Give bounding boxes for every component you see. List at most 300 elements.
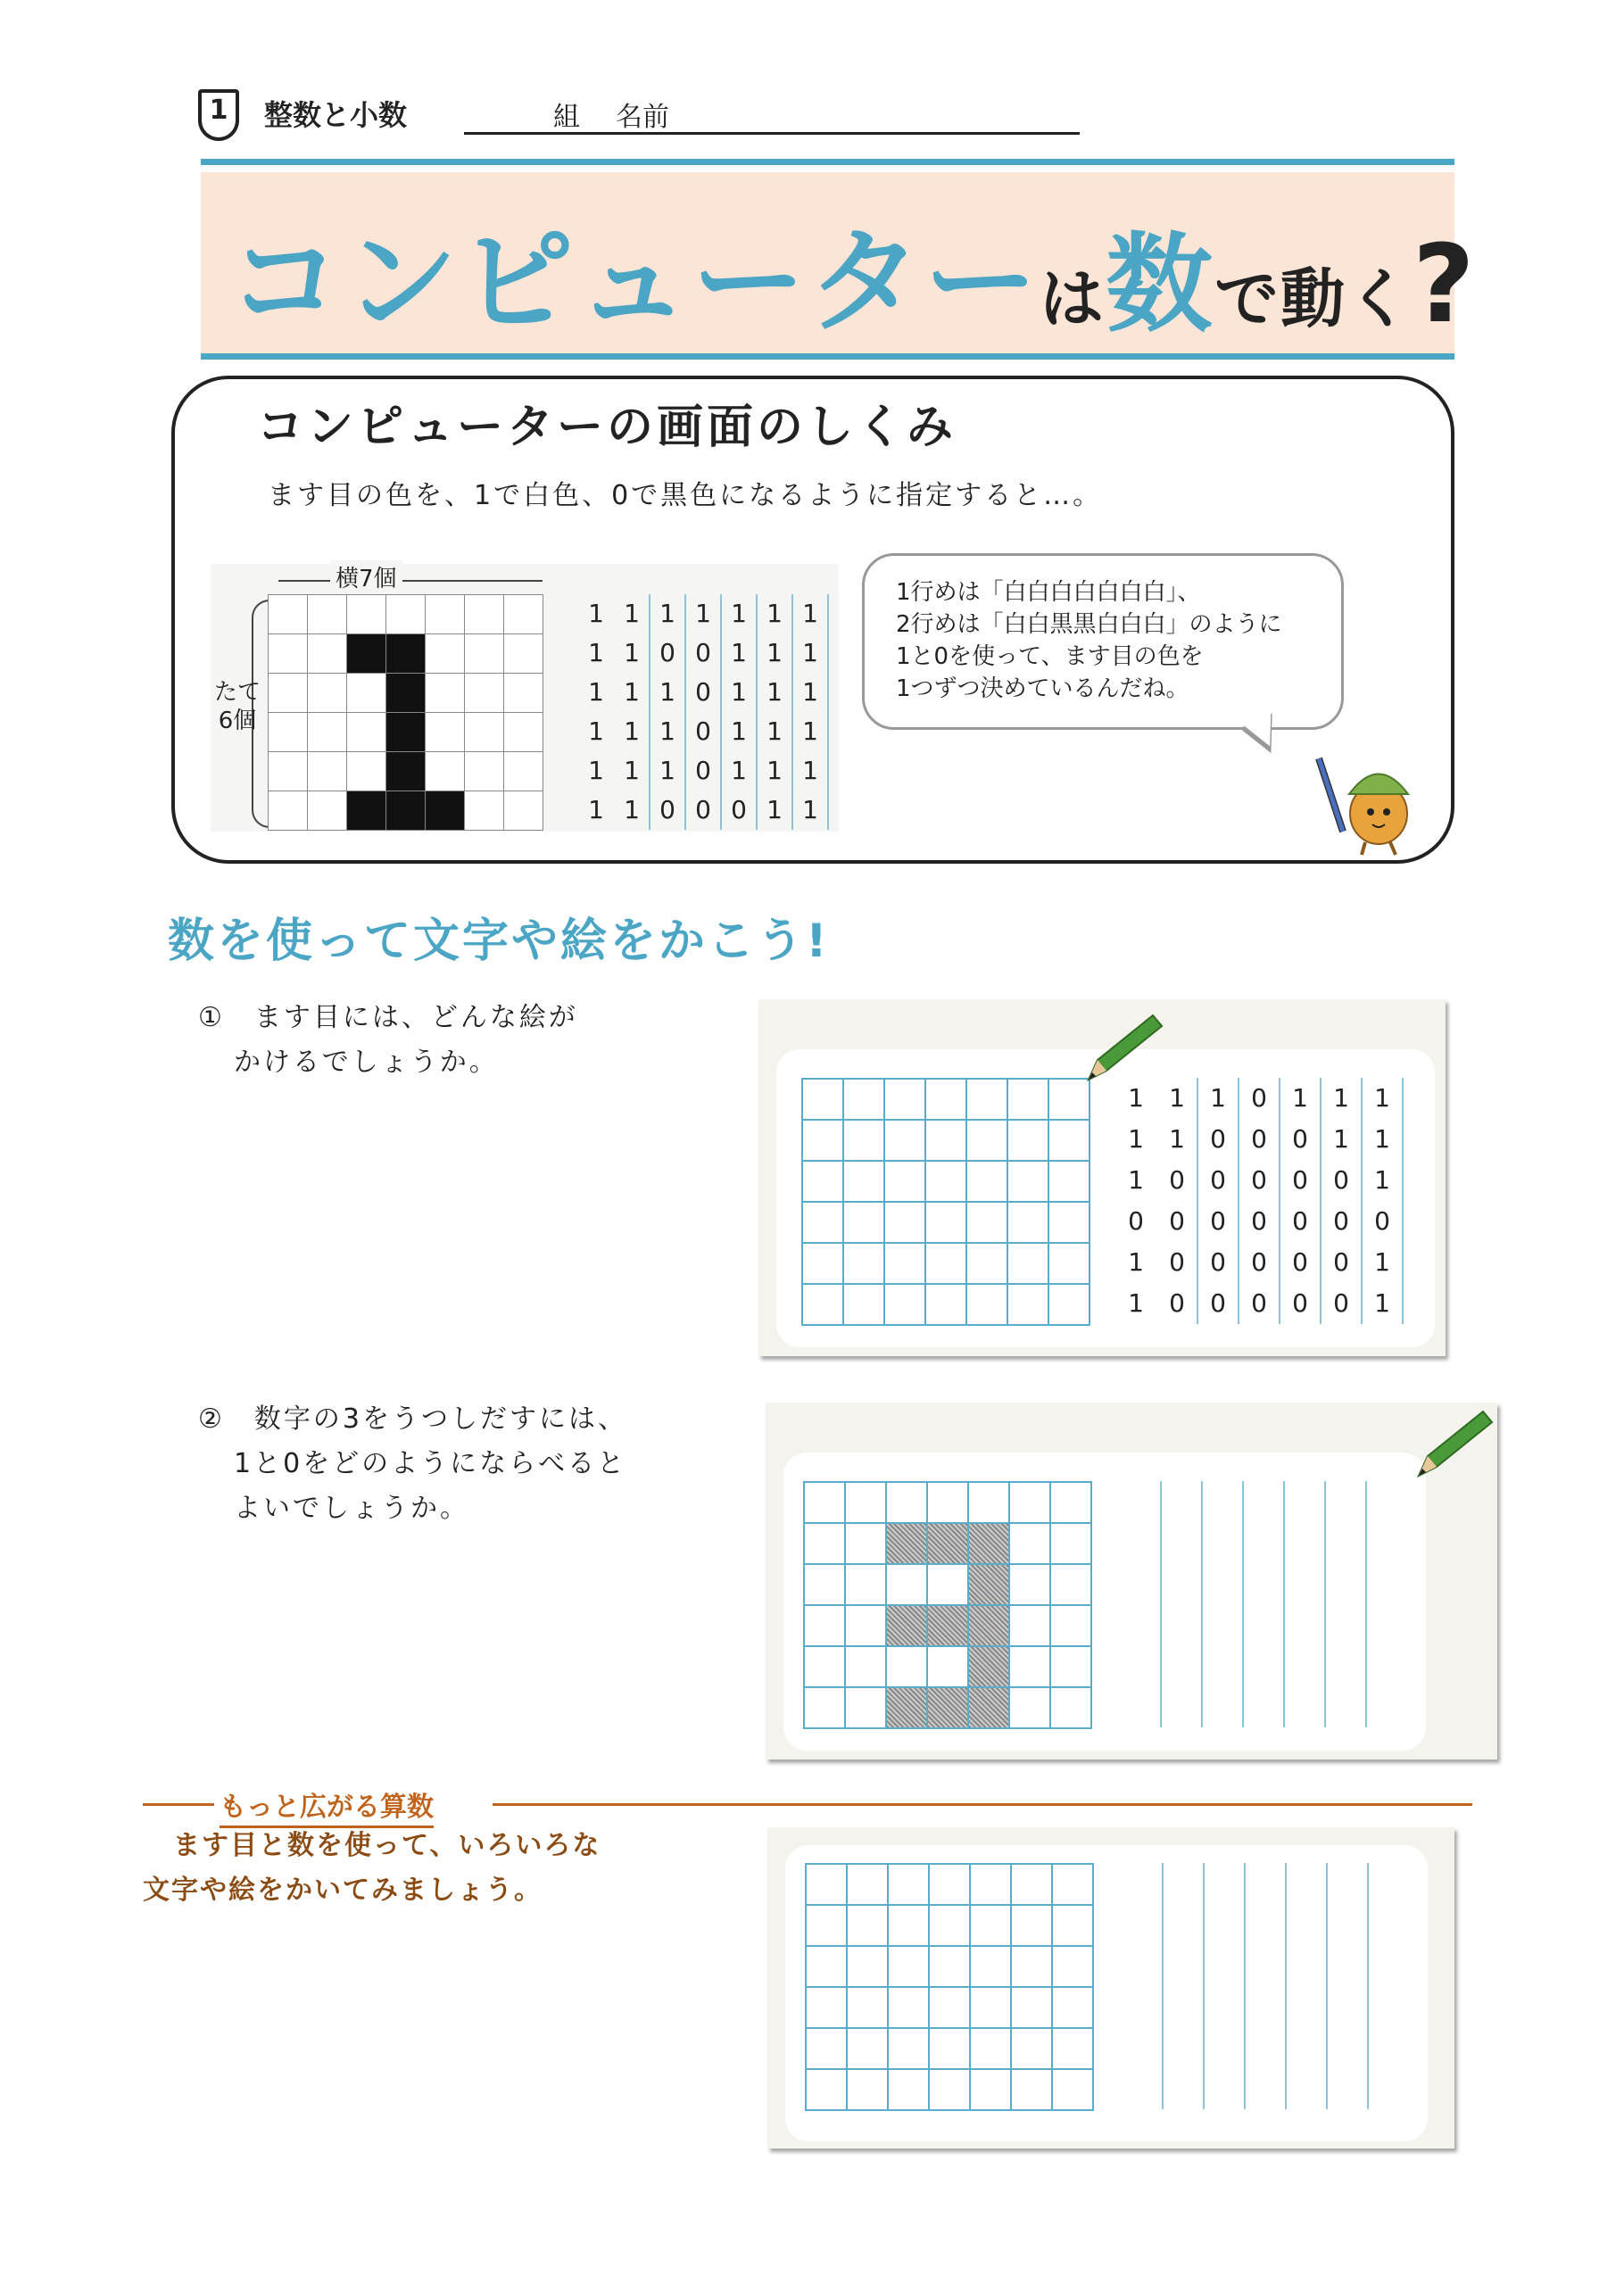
section-heading: 数を使って文字や絵をかこう! xyxy=(168,915,830,968)
question-2-panel xyxy=(766,1403,1497,1759)
grid-cell xyxy=(465,713,504,752)
code-digit: 1 xyxy=(659,599,675,628)
answer-column-line xyxy=(1244,1863,1246,2109)
grid-cell[interactable] xyxy=(805,1483,846,1524)
grid-cell[interactable] xyxy=(930,1988,971,2029)
code-digit: 0 xyxy=(1292,1124,1308,1154)
grid-cell xyxy=(386,595,426,634)
code-digit: 0 xyxy=(1333,1165,1349,1195)
grid-cell[interactable] xyxy=(969,1688,1010,1729)
grid-cell[interactable] xyxy=(971,2070,1012,2111)
grid-cell[interactable] xyxy=(805,1565,846,1606)
grid-cell[interactable] xyxy=(930,1947,971,1988)
code-digit: 1 xyxy=(1374,1083,1390,1113)
grid-cell[interactable] xyxy=(971,1988,1012,2029)
grid-cell[interactable] xyxy=(1053,1988,1094,2029)
grid-cell[interactable] xyxy=(846,1565,887,1606)
answer-column-line xyxy=(1283,1481,1285,1727)
grid-cell xyxy=(465,634,504,674)
grid-cell[interactable] xyxy=(1010,1606,1051,1647)
answer-column-line xyxy=(1162,1863,1164,2109)
code-row xyxy=(1115,1160,1390,1201)
grid-cell[interactable] xyxy=(846,1483,887,1524)
grid-cell[interactable] xyxy=(967,1203,1008,1244)
grid-cell[interactable] xyxy=(969,1565,1010,1606)
code-digit: 0 xyxy=(1292,1247,1308,1277)
grid-cell[interactable] xyxy=(803,1244,844,1285)
code-digit: 1 xyxy=(1210,1083,1226,1113)
answer-column-line xyxy=(1201,1481,1203,1727)
grid-cell[interactable] xyxy=(885,1285,926,1326)
code-digit: 0 xyxy=(695,716,711,746)
code-digit: 1 xyxy=(766,756,783,785)
grid-cell[interactable] xyxy=(967,1121,1008,1162)
answer-column-line xyxy=(1365,1481,1367,1727)
code-digit: 0 xyxy=(1292,1206,1308,1236)
grid-cell[interactable] xyxy=(926,1244,967,1285)
grid-cell[interactable] xyxy=(969,1606,1010,1647)
answer-column-line xyxy=(1203,1863,1205,2109)
grid-cell[interactable] xyxy=(967,1080,1008,1121)
code-digit: 1 xyxy=(588,716,604,746)
grid-cell[interactable] xyxy=(844,1080,885,1121)
grid-cell xyxy=(504,674,543,713)
free-drawing-answer-columns[interactable] xyxy=(1160,1863,1410,2109)
code-row xyxy=(578,673,828,712)
code-digit: 1 xyxy=(624,795,640,824)
code-digit: 1 xyxy=(624,599,640,628)
grid-cell[interactable] xyxy=(887,1565,928,1606)
grid-cell xyxy=(426,791,465,831)
grid-cell[interactable] xyxy=(928,1483,969,1524)
code-digit: 1 xyxy=(1128,1124,1144,1154)
code-digit: 1 xyxy=(766,677,783,707)
code-digit: 1 xyxy=(588,599,604,628)
grid-cell[interactable] xyxy=(926,1203,967,1244)
grid-cell[interactable] xyxy=(1049,1244,1090,1285)
answer-column-line xyxy=(1326,1863,1328,2109)
divider-left xyxy=(143,1803,214,1806)
code-row xyxy=(1115,1283,1390,1324)
grid-cell xyxy=(347,713,386,752)
grid-cell[interactable] xyxy=(805,1606,846,1647)
code-digit: 0 xyxy=(1169,1247,1185,1277)
grid-cell[interactable] xyxy=(1008,1285,1049,1326)
answer-column-line xyxy=(1160,1481,1162,1727)
grid-cell[interactable] xyxy=(1012,1988,1053,2029)
grid-cell xyxy=(269,791,308,831)
grid-cell[interactable] xyxy=(967,1244,1008,1285)
grid-cell xyxy=(347,674,386,713)
grid-cell[interactable] xyxy=(887,1647,928,1688)
question-1-text: ① ます目には、どんな絵が かけるでしょうか。 xyxy=(198,1002,578,1078)
grid-cell[interactable] xyxy=(1010,1565,1051,1606)
code-digit: 1 xyxy=(802,638,818,667)
grid-cell[interactable] xyxy=(848,1906,889,1947)
grid-cell[interactable] xyxy=(1012,1947,1053,1988)
grid-cell[interactable] xyxy=(844,1162,885,1203)
grid-cell[interactable] xyxy=(1008,1244,1049,1285)
grid-cell xyxy=(308,674,347,713)
grid-cell[interactable] xyxy=(807,1988,848,2029)
grid-cell[interactable] xyxy=(887,1483,928,1524)
code-digit: 1 xyxy=(659,716,675,746)
grid-cell[interactable] xyxy=(1053,1906,1094,1947)
code-digit: 1 xyxy=(1333,1083,1349,1113)
grid-cell[interactable] xyxy=(926,1285,967,1326)
grid-cell xyxy=(308,752,347,791)
grid-cell[interactable] xyxy=(1049,1121,1090,1162)
grid-cell xyxy=(504,634,543,674)
grid-cell xyxy=(426,674,465,713)
grid-cell[interactable] xyxy=(1012,2070,1053,2111)
code-digit: 1 xyxy=(1128,1083,1144,1113)
code-digit: 0 xyxy=(1210,1165,1226,1195)
grid-cell xyxy=(426,634,465,674)
code-digit: 0 xyxy=(1169,1288,1185,1318)
grid-cell[interactable] xyxy=(1010,1483,1051,1524)
grid-cell xyxy=(465,752,504,791)
grid-cell[interactable] xyxy=(1010,1647,1051,1688)
width-label: 横7個 xyxy=(330,560,402,593)
grid-cell[interactable] xyxy=(848,1988,889,2029)
grid-cell xyxy=(386,752,426,791)
code-digit: 1 xyxy=(731,716,747,746)
grid-cell[interactable] xyxy=(1008,1162,1049,1203)
free-drawing-grid[interactable] xyxy=(805,1863,1094,2111)
code-row xyxy=(578,633,828,673)
unit-title: 整数と小数 xyxy=(264,98,408,132)
grid-cell xyxy=(347,791,386,831)
grid-cell[interactable] xyxy=(1012,1865,1053,1906)
code-row xyxy=(1115,1119,1390,1160)
grid-cell[interactable] xyxy=(928,1606,969,1647)
grid-cell[interactable] xyxy=(969,1524,1010,1565)
grid-cell xyxy=(465,791,504,831)
answer-column-line xyxy=(1324,1481,1326,1727)
code-digit: 0 xyxy=(1333,1288,1349,1318)
code-digit: 0 xyxy=(1169,1206,1185,1236)
grid-cell xyxy=(426,595,465,634)
code-digit: 1 xyxy=(1374,1165,1390,1195)
code-digit: 0 xyxy=(1251,1083,1267,1113)
grid-cell xyxy=(465,595,504,634)
code-digit: 1 xyxy=(802,677,818,707)
grid-cell xyxy=(386,674,426,713)
grid-cell[interactable] xyxy=(928,1565,969,1606)
code-digit: 0 xyxy=(1210,1206,1226,1236)
grid-cell xyxy=(426,713,465,752)
grid-cell[interactable] xyxy=(1051,1483,1092,1524)
code-digit: 1 xyxy=(624,677,640,707)
grid-cell[interactable] xyxy=(889,2070,930,2111)
grid-cell[interactable] xyxy=(844,1203,885,1244)
grid-cell[interactable] xyxy=(807,1865,848,1906)
divider-right xyxy=(493,1803,1472,1806)
grid-cell xyxy=(308,634,347,674)
code-digit: 1 xyxy=(659,756,675,785)
grid-cell xyxy=(386,713,426,752)
code-digit: 1 xyxy=(588,638,604,667)
grid-cell[interactable] xyxy=(848,2029,889,2070)
more-math-label: もっと広がる算数 xyxy=(220,1784,434,1828)
grid-cell xyxy=(347,634,386,674)
code-digit: 0 xyxy=(1251,1206,1267,1236)
code-digit: 1 xyxy=(1292,1083,1308,1113)
code-digit: 0 xyxy=(1333,1206,1349,1236)
free-drawing-panel xyxy=(767,1827,1454,2148)
grid-cell[interactable] xyxy=(1053,2070,1094,2111)
grid-cell[interactable] xyxy=(1049,1162,1090,1203)
unit-number-badge: 1 xyxy=(198,89,239,141)
code-digit: 1 xyxy=(624,638,640,667)
grid-cell xyxy=(386,634,426,674)
acorn-mascot-icon xyxy=(1294,732,1437,857)
pencil-icon xyxy=(1410,1403,1499,1483)
pencil-icon xyxy=(1080,1006,1169,1087)
code-digit: 0 xyxy=(1333,1247,1349,1277)
grid-cell[interactable] xyxy=(971,1947,1012,1988)
speech-bubble-text: 1行めは「白白白白白白白」、 2行めは「白白黒黒白白白」のように 1と0を使って、ます目の色を 1つずつ決めているんだね。 xyxy=(896,579,1282,702)
grid-cell xyxy=(465,674,504,713)
grid-cell xyxy=(308,713,347,752)
code-digit: 1 xyxy=(802,795,818,824)
page-title: コンピューターは数で動く? xyxy=(228,216,1477,349)
code-digit: 1 xyxy=(1374,1124,1390,1154)
code-row xyxy=(578,751,828,791)
grid-cell[interactable] xyxy=(807,2070,848,2111)
grid-cell[interactable] xyxy=(1010,1688,1051,1729)
code-digit: 1 xyxy=(802,716,818,746)
code-digit: 1 xyxy=(1374,1288,1390,1318)
grid-cell[interactable] xyxy=(971,1865,1012,1906)
code-digit: 0 xyxy=(1251,1288,1267,1318)
grid-cell[interactable] xyxy=(803,1080,844,1121)
question-2-answer-columns[interactable] xyxy=(1158,1481,1408,1727)
grid-cell xyxy=(308,595,347,634)
grid-cell[interactable] xyxy=(1012,1906,1053,1947)
code-row xyxy=(578,791,828,830)
grid-cell[interactable] xyxy=(846,1606,887,1647)
grid-cell[interactable] xyxy=(889,2029,930,2070)
grid-cell[interactable] xyxy=(846,1647,887,1688)
grid-cell[interactable] xyxy=(844,1244,885,1285)
class-label: 組 xyxy=(553,102,580,133)
code-digit: 1 xyxy=(624,756,640,785)
grid-cell[interactable] xyxy=(807,1906,848,1947)
code-digit: 1 xyxy=(802,756,818,785)
grid-cell[interactable] xyxy=(885,1080,926,1121)
grid-cell xyxy=(504,752,543,791)
code-digit: 0 xyxy=(1210,1124,1226,1154)
grid-cell[interactable] xyxy=(848,1865,889,1906)
grid-cell[interactable] xyxy=(928,1647,969,1688)
answer-column-line xyxy=(1242,1481,1244,1727)
grid-cell[interactable] xyxy=(1051,1565,1092,1606)
code-digit: 1 xyxy=(1169,1124,1185,1154)
grid-cell xyxy=(269,713,308,752)
grid-cell xyxy=(504,713,543,752)
code-digit: 1 xyxy=(1169,1083,1185,1113)
grid-cell[interactable] xyxy=(805,1647,846,1688)
grid-cell[interactable] xyxy=(889,1865,930,1906)
height-label: たて 6個 xyxy=(214,679,261,734)
grid-cell[interactable] xyxy=(1053,2029,1094,2070)
grid-cell[interactable] xyxy=(805,1524,846,1565)
grid-cell[interactable] xyxy=(889,1906,930,1947)
code-digit: 1 xyxy=(1128,1288,1144,1318)
grid-cell[interactable] xyxy=(1008,1203,1049,1244)
code-digit: 1 xyxy=(1128,1165,1144,1195)
grid-cell[interactable] xyxy=(885,1162,926,1203)
code-row xyxy=(578,594,828,633)
answer-column-line xyxy=(1367,1863,1369,2109)
grid-cell[interactable] xyxy=(887,1606,928,1647)
code-digit: 0 xyxy=(1292,1288,1308,1318)
grid-cell[interactable] xyxy=(848,2070,889,2111)
code-row xyxy=(1115,1201,1390,1242)
code-digit: 1 xyxy=(659,677,675,707)
grid-cell[interactable] xyxy=(930,2029,971,2070)
code-digit: 1 xyxy=(1128,1247,1144,1277)
code-row xyxy=(1115,1242,1390,1283)
grid-cell xyxy=(269,634,308,674)
code-digit: 0 xyxy=(1210,1288,1226,1318)
code-digit: 1 xyxy=(588,795,604,824)
code-digit: 0 xyxy=(695,638,711,667)
code-digit: 1 xyxy=(766,599,783,628)
grid-cell[interactable] xyxy=(803,1162,844,1203)
grid-cell[interactable] xyxy=(971,1906,1012,1947)
grid-cell[interactable] xyxy=(885,1244,926,1285)
code-digit: 0 xyxy=(1251,1247,1267,1277)
code-row xyxy=(578,712,828,751)
pixel-grid-example xyxy=(268,594,543,831)
grid-cell[interactable] xyxy=(1008,1121,1049,1162)
question-2-text: ② 数字の3をうつしだすには、 1と0をどのようにならべると よいでしょうか。 xyxy=(198,1403,627,1524)
code-digit: 0 xyxy=(659,795,675,824)
grid-cell xyxy=(504,791,543,831)
code-digit: 0 xyxy=(695,795,711,824)
grid-cell[interactable] xyxy=(1049,1203,1090,1244)
grid-cell xyxy=(269,674,308,713)
grid-cell[interactable] xyxy=(807,1947,848,1988)
code-digit: 1 xyxy=(1333,1124,1349,1154)
grid-cell[interactable] xyxy=(926,1121,967,1162)
grid-cell[interactable] xyxy=(889,1947,930,1988)
grid-cell[interactable] xyxy=(803,1203,844,1244)
code-digit: 0 xyxy=(695,677,711,707)
question-2-drawing-grid[interactable] xyxy=(803,1481,1092,1729)
grid-cell xyxy=(426,752,465,791)
grid-cell xyxy=(269,752,308,791)
width-line xyxy=(278,580,543,582)
code-digit: 1 xyxy=(731,638,747,667)
grid-cell[interactable] xyxy=(887,1524,928,1565)
grid-cell[interactable] xyxy=(885,1121,926,1162)
grid-cell[interactable] xyxy=(1012,2029,1053,2070)
explanation-heading: コンピューターの画面のしくみ xyxy=(257,401,957,454)
code-digit: 0 xyxy=(1292,1165,1308,1195)
grid-cell xyxy=(386,791,426,831)
grid-cell[interactable] xyxy=(1010,1524,1051,1565)
grid-cell[interactable] xyxy=(971,2029,1012,2070)
name-write-line[interactable] xyxy=(464,132,1080,135)
name-label: 名前 xyxy=(616,102,669,133)
code-digit: 0 xyxy=(1251,1124,1267,1154)
code-digit: 1 xyxy=(766,638,783,667)
grid-cell[interactable] xyxy=(846,1688,887,1729)
grid-cell[interactable] xyxy=(928,1524,969,1565)
grid-cell[interactable] xyxy=(803,1285,844,1326)
grid-cell[interactable] xyxy=(889,1988,930,2029)
grid-cell[interactable] xyxy=(848,1947,889,1988)
question-1-binary-code xyxy=(1115,1078,1403,1324)
grid-cell[interactable] xyxy=(1051,1647,1092,1688)
code-digit: 1 xyxy=(802,599,818,628)
code-digit: 1 xyxy=(731,599,747,628)
grid-cell xyxy=(308,791,347,831)
code-digit: 0 xyxy=(659,638,675,667)
more-math-text: ます目と数を使って、いろいろな 文字や絵をかいてみましょう。 xyxy=(143,1830,601,1906)
code-digit: 0 xyxy=(1210,1247,1226,1277)
code-digit: 1 xyxy=(588,756,604,785)
grid-cell[interactable] xyxy=(844,1285,885,1326)
code-digit: 0 xyxy=(695,756,711,785)
question-1-drawing-grid[interactable] xyxy=(801,1078,1090,1326)
answer-column-line xyxy=(1285,1863,1287,2109)
grid-cell[interactable] xyxy=(885,1203,926,1244)
grid-cell[interactable] xyxy=(1051,1606,1092,1647)
code-digit: 1 xyxy=(766,795,783,824)
grid-cell[interactable] xyxy=(1053,1947,1094,1988)
grid-cell[interactable] xyxy=(803,1121,844,1162)
grid-cell[interactable] xyxy=(926,1162,967,1203)
grid-cell[interactable] xyxy=(805,1688,846,1729)
grid-cell[interactable] xyxy=(969,1483,1010,1524)
grid-cell[interactable] xyxy=(807,2029,848,2070)
grid-cell[interactable] xyxy=(926,1080,967,1121)
grid-cell[interactable] xyxy=(967,1162,1008,1203)
grid-cell[interactable] xyxy=(1051,1688,1092,1729)
explanation-text: ます目の色を、1で白色、0で黒色になるように指定すると…。 xyxy=(268,480,1103,511)
code-digit: 0 xyxy=(1169,1165,1185,1195)
grid-cell[interactable] xyxy=(844,1121,885,1162)
grid-cell[interactable] xyxy=(930,1906,971,1947)
grid-cell xyxy=(269,595,308,634)
grid-cell[interactable] xyxy=(1053,1865,1094,1906)
code-digit: 1 xyxy=(695,599,711,628)
grid-cell[interactable] xyxy=(1051,1524,1092,1565)
grid-cell[interactable] xyxy=(928,1688,969,1729)
code-digit: 0 xyxy=(1251,1165,1267,1195)
code-digit: 0 xyxy=(1128,1206,1144,1236)
grid-cell[interactable] xyxy=(846,1524,887,1565)
grid-cell[interactable] xyxy=(930,1865,971,1906)
grid-cell[interactable] xyxy=(967,1285,1008,1326)
grid-cell[interactable] xyxy=(887,1688,928,1729)
code-digit: 1 xyxy=(1374,1247,1390,1277)
code-digit: 1 xyxy=(731,756,747,785)
grid-cell[interactable] xyxy=(930,2070,971,2111)
code-digit: 0 xyxy=(731,795,747,824)
code-digit: 1 xyxy=(588,677,604,707)
grid-cell[interactable] xyxy=(1008,1080,1049,1121)
grid-cell[interactable] xyxy=(1049,1285,1090,1326)
code-digit: 1 xyxy=(731,677,747,707)
grid-cell[interactable] xyxy=(969,1647,1010,1688)
grid-cell xyxy=(347,752,386,791)
